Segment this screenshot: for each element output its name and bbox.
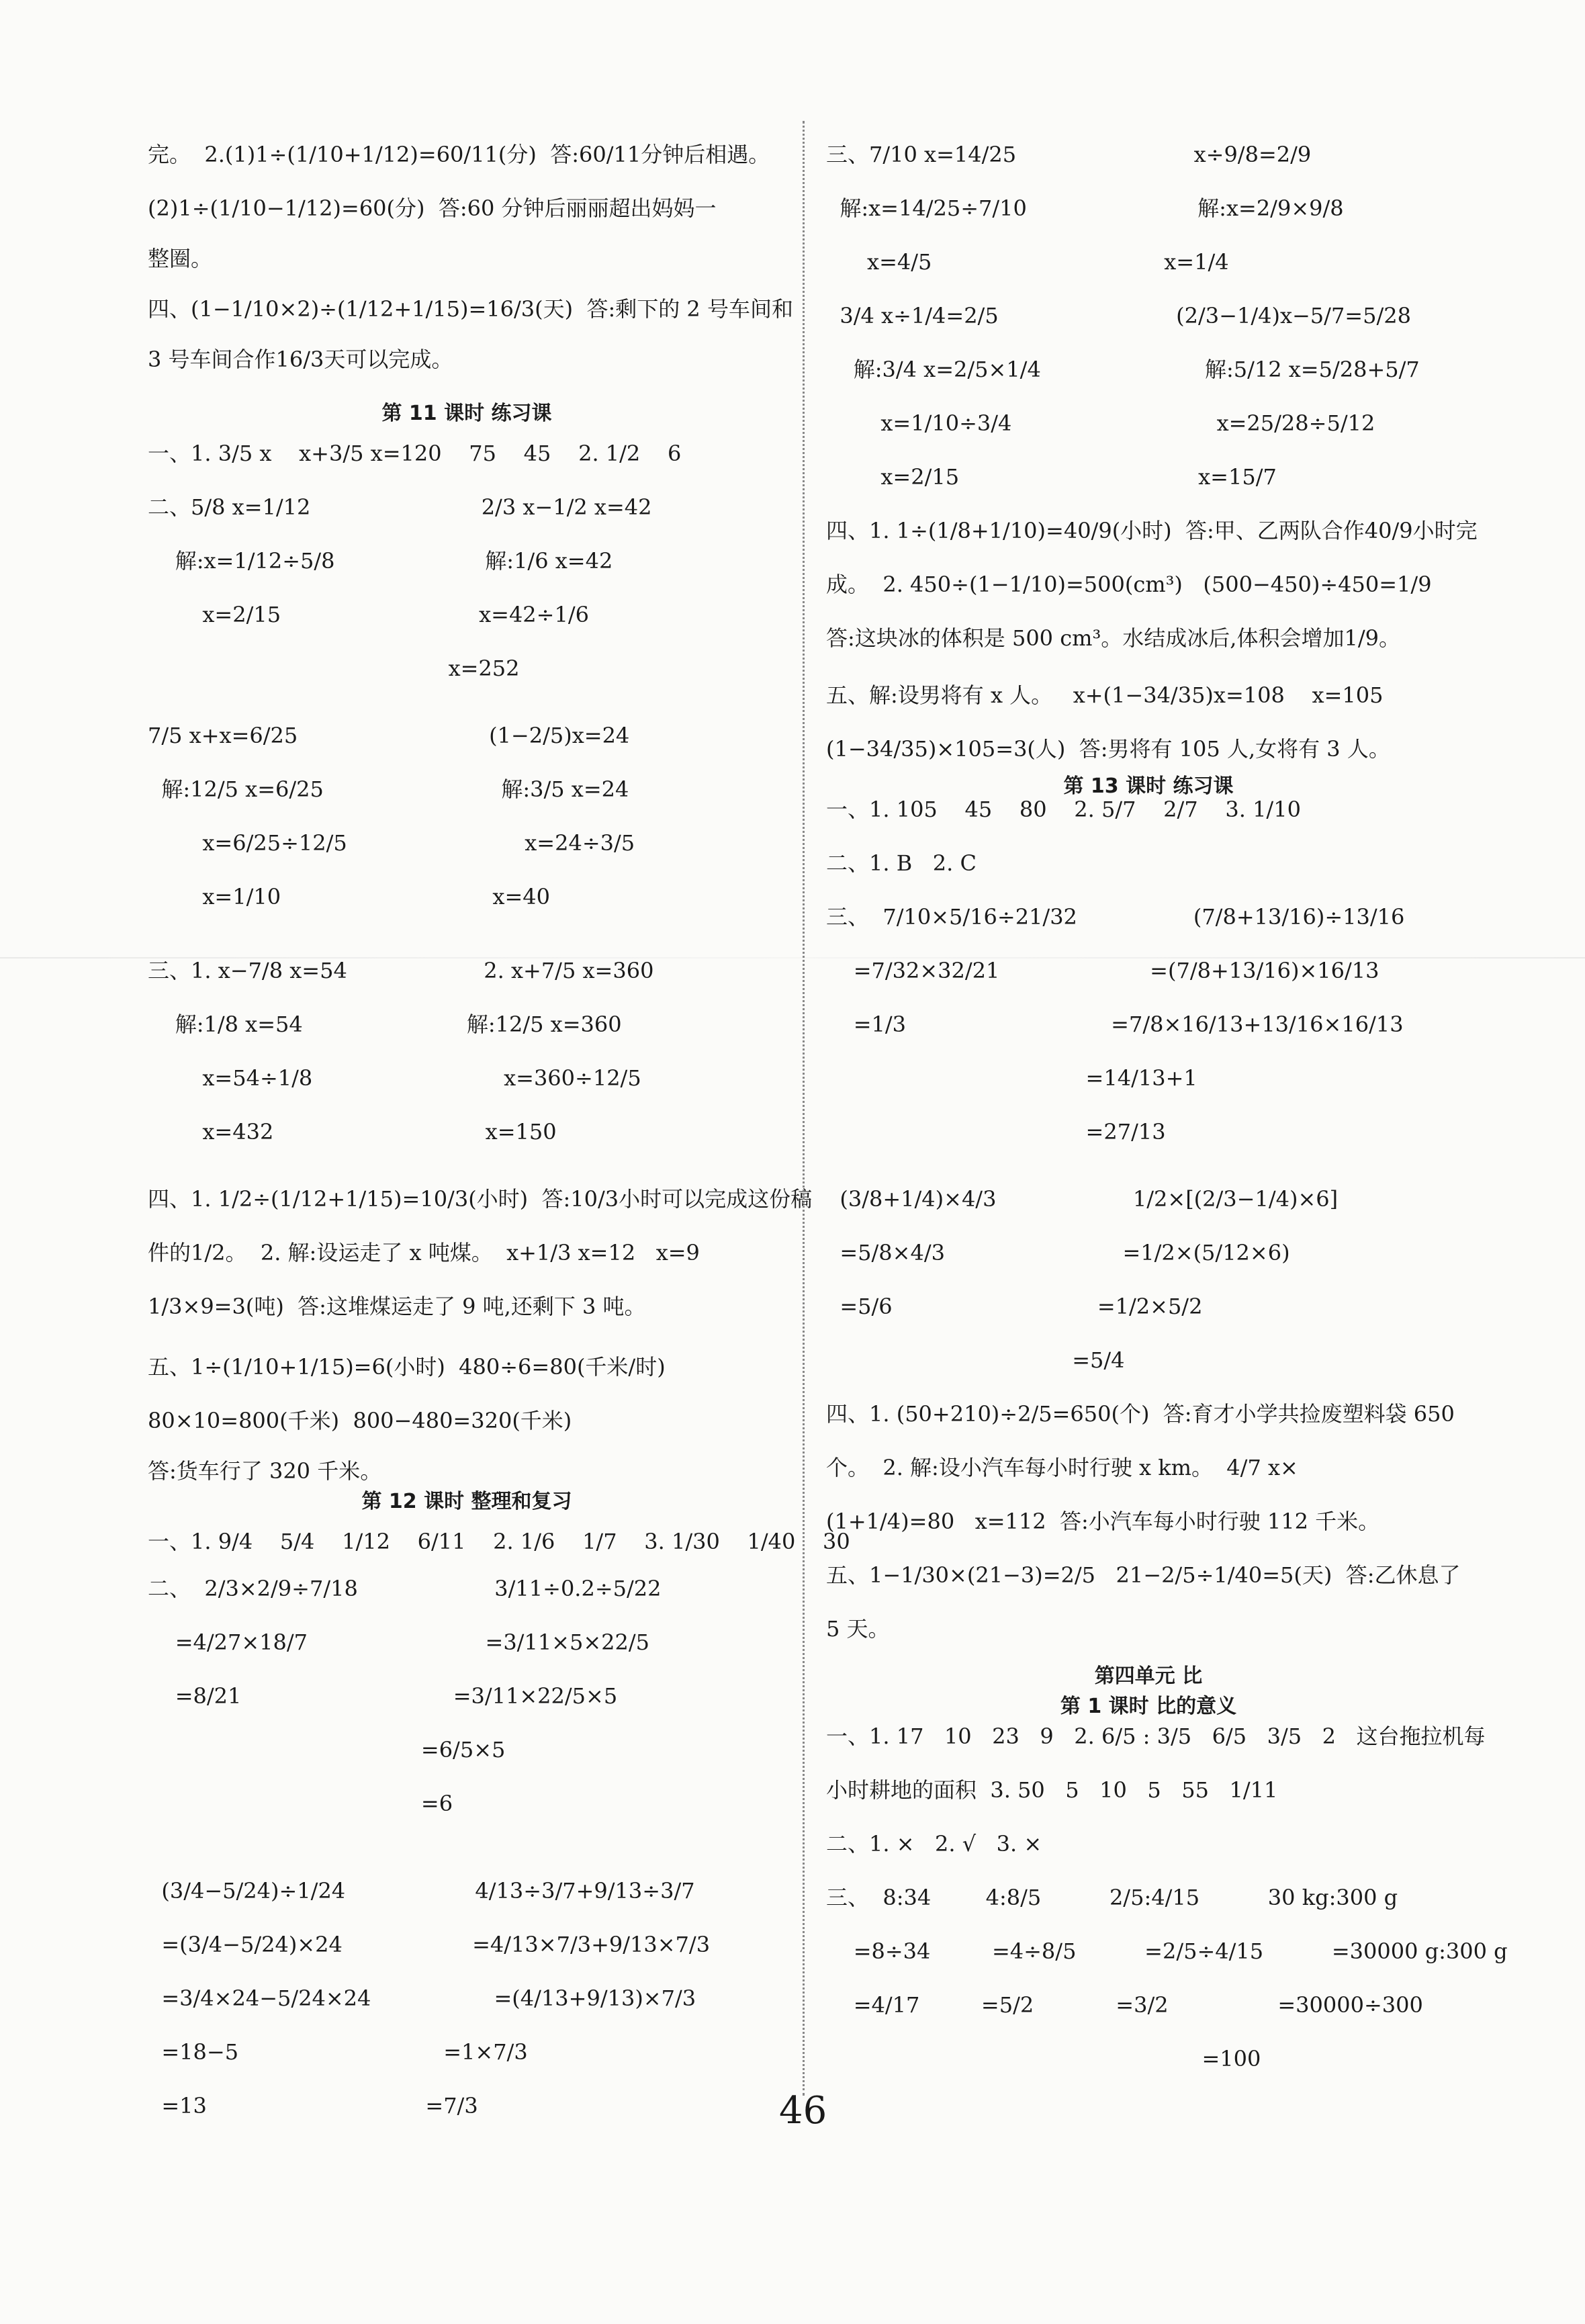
answer-line: x=432 x=150: [148, 1119, 557, 1145]
answer-line: x=6/25÷12/5 x=24÷3/5: [148, 830, 635, 856]
answer-line: 五、1−1/30×(21−3)=2/5 21−2/5÷1/40=5(天) 答:乙休息了: [826, 1562, 1461, 1588]
answer-line: 5 天。: [826, 1616, 890, 1642]
answer-line: 四、(1−1/10×2)÷(1/12+1/15)=16/3(天) 答:剩下的 2 号车间和: [148, 296, 793, 322]
answer-line: x=2/15 x=15/7: [826, 464, 1277, 490]
answer-line: =3/4×24−5/24×24 =(4/13+9/13)×7/3: [148, 1985, 696, 2011]
answer-line: =4/27×18/7 =3/11×5×22/5: [148, 1629, 650, 1655]
answer-line: 一、1. 105 45 80 2. 5/7 2/7 3. 1/10: [826, 797, 1301, 822]
answer-line: (3/8+1/4)×4/3 1/2×[(2/3−1/4)×6]: [826, 1186, 1339, 1212]
answer-line: 80×10=800(千米) 800−480=320(千米): [148, 1408, 572, 1433]
answer-line: 三、 7/10×5/16÷21/32 (7/8+13/16)÷13/16: [826, 904, 1405, 930]
answer-line: x=2/15 x=42÷1/6: [148, 602, 589, 627]
answer-line: 四、1. 1÷(1/8+1/10)=40/9(小时) 答:甲、乙两队合作40/9小时完: [826, 518, 1478, 543]
answer-line: =6: [148, 1791, 453, 1816]
answer-line: x=252: [148, 656, 520, 681]
answer-line: 三、 8:34 4:8/5 2/5:4/15 30 kg:300 g: [826, 1885, 1398, 1910]
answer-line: 解:1/8 x=54 解:12/5 x=360: [148, 1012, 622, 1037]
answer-line: =5/6 =1/2×5/2: [826, 1294, 1203, 1319]
answer-line: =100: [826, 2046, 1261, 2071]
answer-line: =27/13: [826, 1119, 1166, 1145]
answer-line: 解:x=1/12÷5/8 解:1/6 x=42: [148, 548, 613, 574]
answer-line: 五、解:设男将有 x 人。 x+(1−34/35)x=108 x=105: [826, 682, 1384, 708]
answer-line: =13 =7/3: [148, 2093, 478, 2118]
answer-line: 解:12/5 x=6/25 解:3/5 x=24: [148, 776, 629, 802]
answer-line: 五、1÷(1/10+1/15)=6(小时) 480÷6=80(千米/时): [148, 1354, 666, 1380]
answer-line: 答:这块冰的体积是 500 cm³。水结成冰后,体积会增加1/9。: [826, 625, 1400, 651]
section-heading: 第 12 课时 整理和复习: [361, 1490, 572, 1513]
answer-line: 答:货车行了 320 千米。: [148, 1458, 382, 1484]
answer-line: 7/5 x+x=6/25 (1−2/5)x=24: [148, 723, 630, 748]
answer-line: (2)1÷(1/10−1/12)=60(分) 答:60 分钟后丽丽超出妈妈一: [148, 195, 717, 221]
answer-line: 二、1. B 2. C: [826, 850, 977, 876]
section-heading: 第 1 课时 比的意义: [1060, 1695, 1237, 1718]
answer-line: 1/3×9=3(吨) 答:这堆煤运走了 9 吨,还剩下 3 吨。: [148, 1294, 646, 1319]
answer-line: 三、7/10 x=14/25 x÷9/8=2/9: [826, 142, 1312, 167]
answer-line: =5/4: [826, 1347, 1125, 1373]
answer-line: 一、1. 9/4 5/4 1/12 6/11 2. 1/6 1/7 3. 1/30 1/40 30: [148, 1529, 850, 1554]
answer-line: 件的1/2。 2. 解:设运走了 x 吨煤。 x+1/3 x=12 x=9: [148, 1240, 700, 1265]
answer-line: 整圈。: [148, 246, 213, 271]
answer-line: =7/32×32/21 =(7/8+13/16)×16/13: [826, 958, 1379, 983]
answer-line: =8/21 =3/11×22/5×5: [148, 1683, 618, 1709]
answer-line: =4/17 =5/2 =3/2 =30000÷300: [826, 1992, 1423, 2018]
answer-line: =18−5 =1×7/3: [148, 2039, 528, 2065]
answer-line: 二、 2/3×2/9÷7/18 3/11÷0.2÷5/22: [148, 1576, 662, 1601]
answer-line: =5/8×4/3 =1/2×(5/12×6): [826, 1240, 1290, 1265]
answer-line: x=1/10÷3/4 x=25/28÷5/12: [826, 410, 1375, 436]
answer-line: =14/13+1: [826, 1065, 1197, 1091]
answer-line: =6/5×5: [148, 1737, 506, 1762]
answer-line: 个。 2. 解:设小汽车每小时行驶 x km。 4/7 x×: [826, 1455, 1298, 1480]
answer-line: 小时耕地的面积 3. 50 5 10 5 55 1/11: [826, 1777, 1278, 1803]
answer-line: 二、5/8 x=1/12 2/3 x−1/2 x=42: [148, 494, 652, 520]
column-divider: [803, 121, 805, 2096]
answer-line: x=4/5 x=1/4: [826, 249, 1229, 275]
answer-line: 完。 2.(1)1÷(1/10+1/12)=60/11(分) 答:60/11分钟后相遇。: [148, 142, 770, 167]
answer-line: =1/3 =7/8×16/13+13/16×16/13: [826, 1012, 1404, 1037]
answer-line: 解:x=14/25÷7/10 解:x=2/9×9/8: [826, 195, 1344, 221]
answer-line: 成。 2. 450÷(1−1/10)=500(cm³) (500−450)÷450=1/9: [826, 572, 1432, 597]
answer-line: 二、1. × 2. √ 3. ×: [826, 1831, 1042, 1857]
answer-line: 一、1. 3/5 x x+3/5 x=120 75 45 2. 1/2 6: [148, 441, 682, 466]
answer-line: x=1/10 x=40: [148, 884, 550, 909]
answer-line: 四、1. (50+210)÷2/5=650(个) 答:育才小学共捡废塑料袋 650: [826, 1401, 1455, 1427]
answer-line: 3 号车间合作16/3天可以完成。: [148, 347, 453, 372]
answer-line: 3/4 x÷1/4=2/5 (2/3−1/4)x−5/7=5/28: [826, 303, 1411, 328]
section-heading: 第四单元 比: [1094, 1664, 1203, 1688]
answer-line: =8÷34 =4÷8/5 =2/5÷4/15 =30000 g:300 g: [826, 1938, 1508, 1964]
answer-line: 四、1. 1/2÷(1/12+1/15)=10/3(小时) 答:10/3小时可以完成这份稿: [148, 1186, 813, 1212]
answer-line: x=54÷1/8 x=360÷12/5: [148, 1065, 641, 1091]
answer-line: (1+1/4)=80 x=112 答:小汽车每小时行驶 112 千米。: [826, 1509, 1380, 1534]
answer-line: 一、1. 17 10 23 9 2. 6/5 : 3/5 6/5 3/5 2 这台拖拉机每: [826, 1724, 1486, 1749]
answer-line: 解:3/4 x=2/5×1/4 解:5/12 x=5/28+5/7: [826, 357, 1420, 382]
answer-line: (1−34/35)×105=3(人) 答:男将有 105 人,女将有 3 人。: [826, 736, 1390, 762]
section-heading: 第 13 课时 练习课: [1063, 774, 1234, 798]
answer-line: =(3/4−5/24)×24 =4/13×7/3+9/13×7/3: [148, 1932, 711, 1957]
page-number: 46: [779, 2089, 827, 2133]
answer-line: 三、1. x−7/8 x=54 2. x+7/5 x=360: [148, 958, 654, 983]
section-heading: 第 11 课时 练习课: [381, 402, 552, 425]
answer-line: (3/4−5/24)÷1/24 4/13÷3/7+9/13÷3/7: [148, 1878, 695, 1904]
